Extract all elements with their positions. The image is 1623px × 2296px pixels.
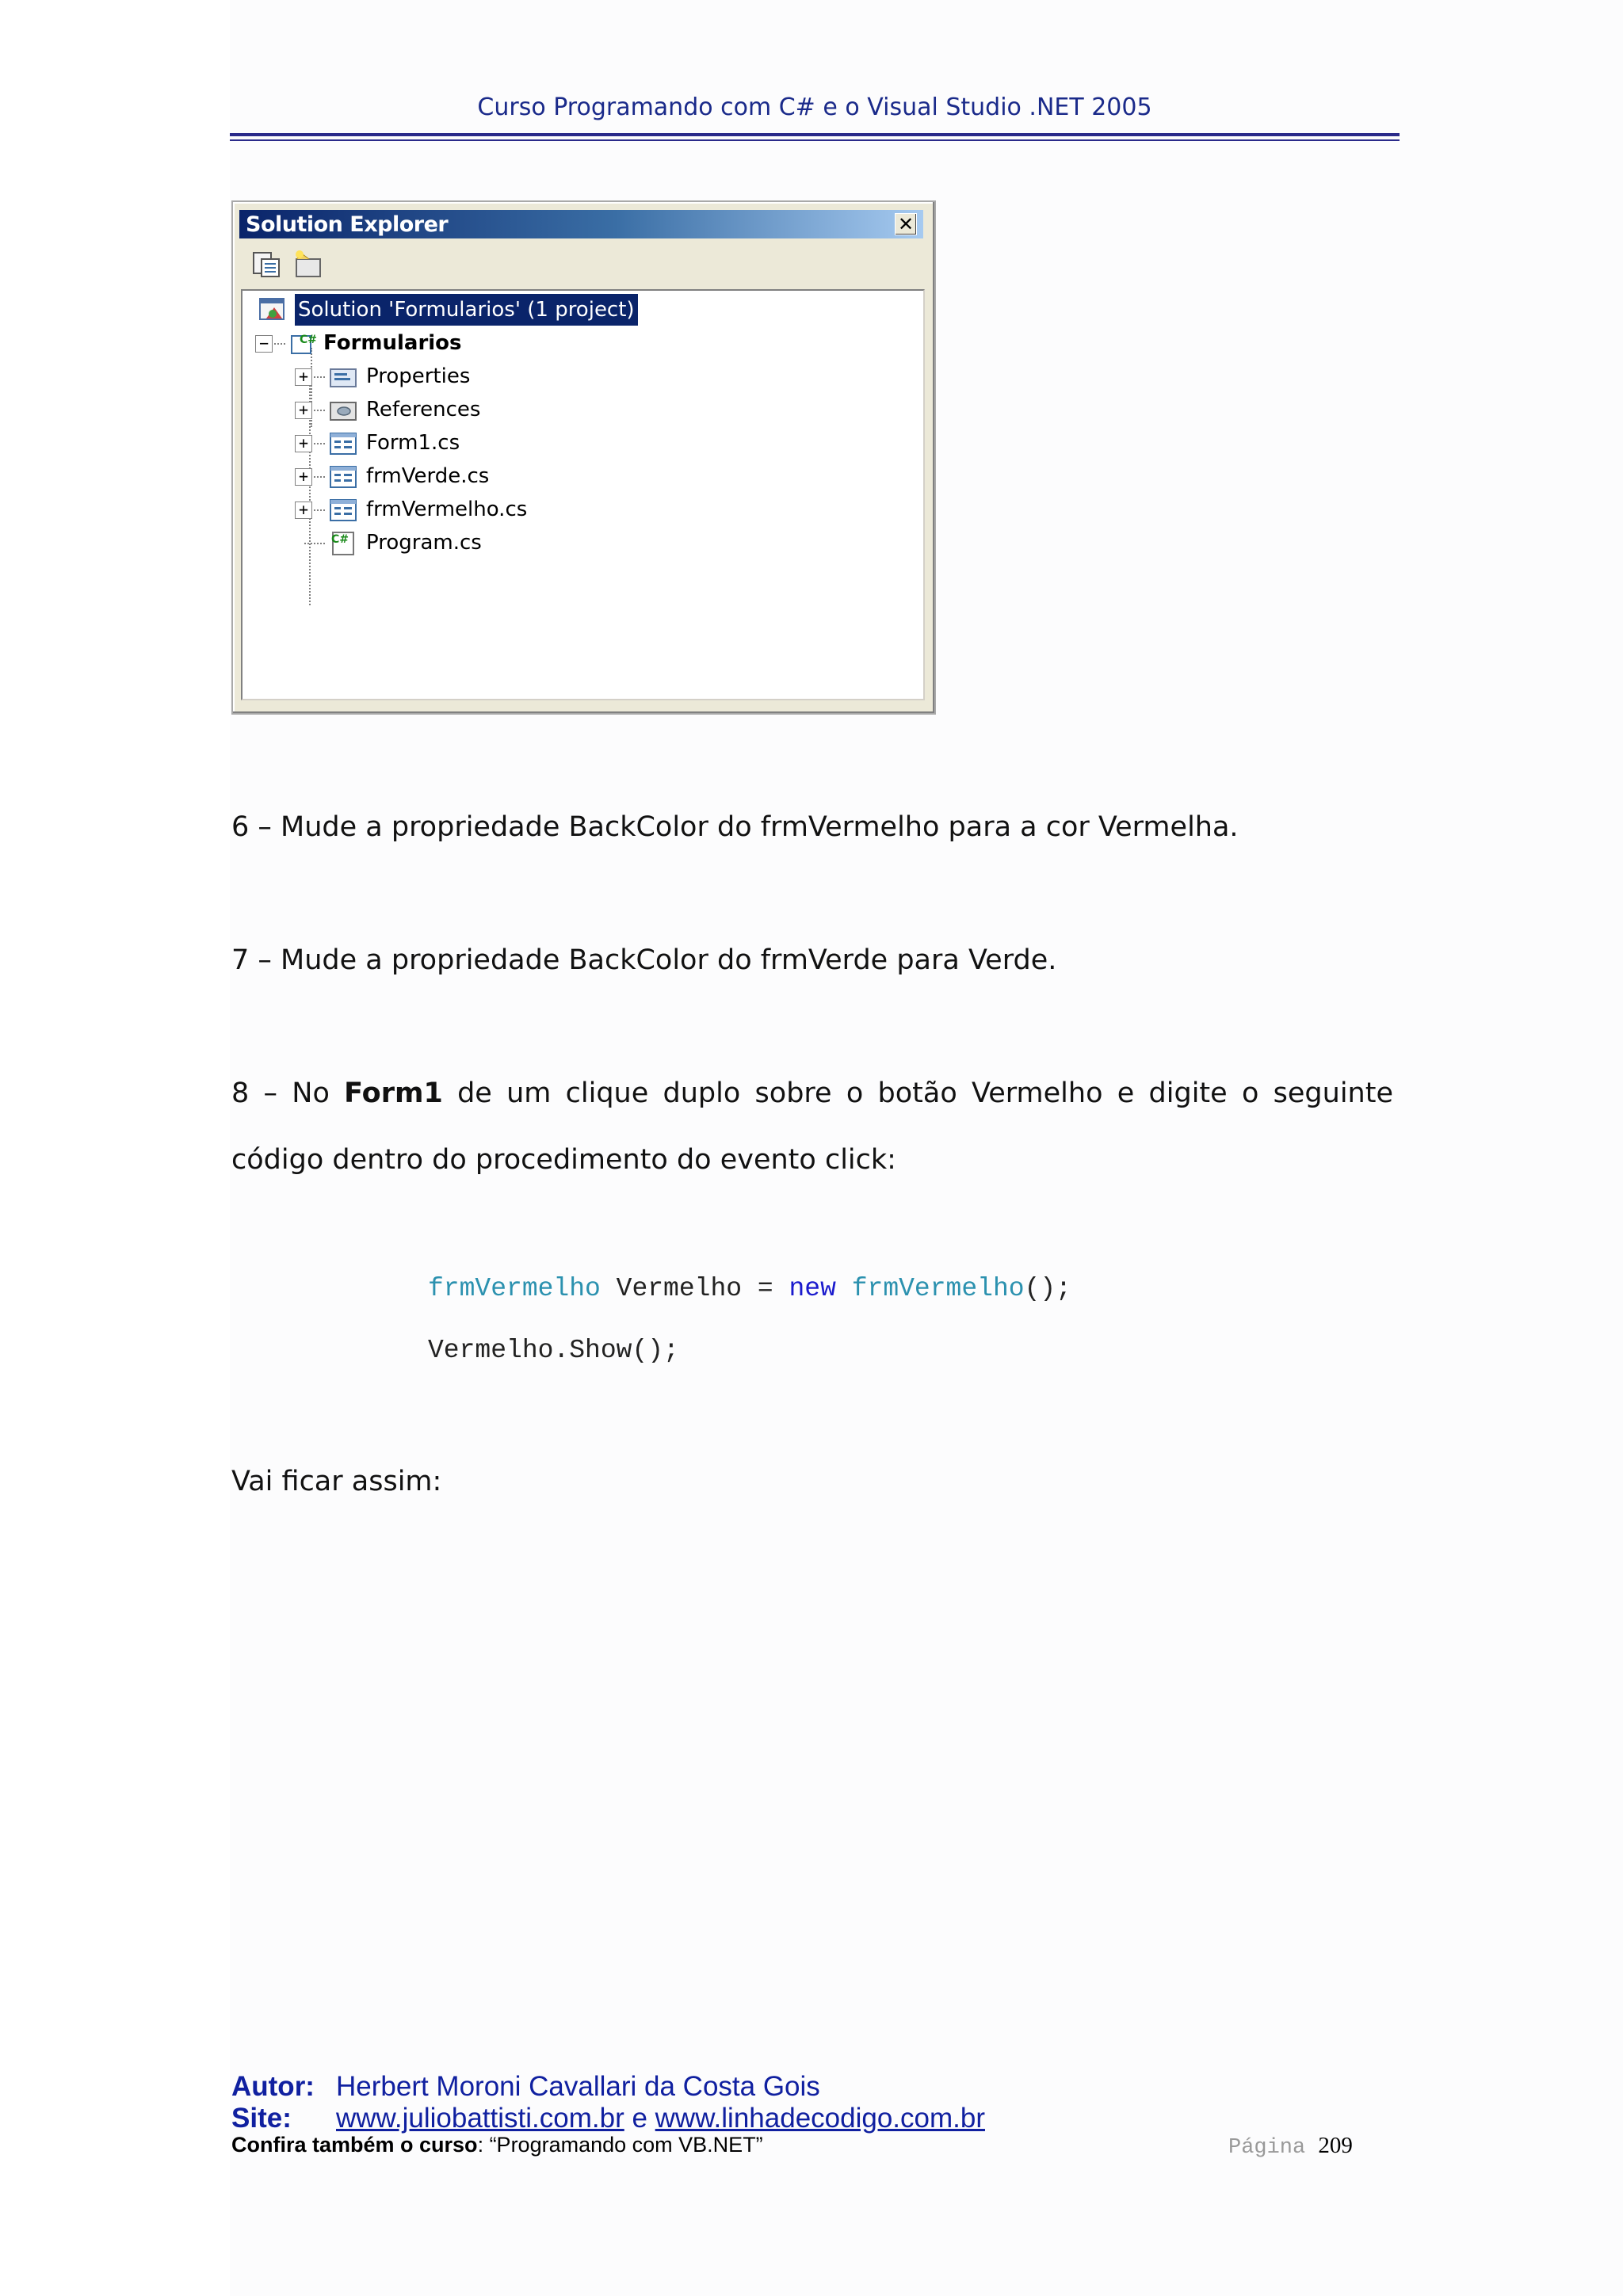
- references-folder-icon: [328, 396, 358, 423]
- tree-label: frmVerde.cs: [366, 464, 490, 488]
- header-rule-thin: [230, 139, 1400, 141]
- tree-item-project[interactable]: [255, 327, 572, 359]
- expand-icon[interactable]: +: [295, 502, 312, 519]
- code-text: [836, 1274, 852, 1303]
- page-number: [1228, 2133, 1353, 2160]
- tree-item-form1[interactable]: [295, 427, 612, 459]
- code-keyword: new: [789, 1274, 836, 1303]
- closing-text: Vai ficar assim:: [231, 1466, 442, 1497]
- tree-item-properties[interactable]: [295, 360, 612, 392]
- page-number-value: 209: [1318, 2133, 1353, 2158]
- step-8-bold: Form1: [344, 1077, 443, 1109]
- step-8-text: [231, 1060, 1393, 1193]
- footer-and: e: [624, 2103, 655, 2134]
- tree-label: Program.cs: [366, 531, 482, 555]
- step-8-suffix: de um clique duplo sobre o botão Vermelho e digite o seguinte código dentro do procedimento do evento click:: [231, 1077, 1393, 1176]
- site-link-linhadecodigo[interactable]: www.linhadecodigo.com.br: [655, 2103, 985, 2134]
- tree-connector: [274, 343, 285, 345]
- solution-explorer-title: Solution Explorer: [246, 212, 449, 237]
- solution-explorer-toolbar: [239, 242, 923, 286]
- code-text: ();: [1024, 1274, 1071, 1303]
- solution-icon: [258, 296, 288, 323]
- svg-text:C#: C#: [331, 533, 349, 546]
- code-type: frmVermelho: [851, 1274, 1025, 1303]
- code-line-2: Vermelho.Show();: [428, 1336, 679, 1365]
- tree-connector: [314, 476, 325, 478]
- close-icon[interactable]: ✕: [895, 213, 917, 235]
- tree-connector: [314, 376, 325, 378]
- csharp-project-icon: [288, 330, 319, 357]
- step-8-prefix: 8 – No: [231, 1077, 345, 1109]
- code-line-1: [428, 1274, 1071, 1303]
- form-file-icon: [328, 463, 358, 490]
- tree-label: Form1.cs: [366, 431, 460, 455]
- page-header-title: Curso Programando com C# e o Visual Studio .NET 2005: [477, 93, 1152, 121]
- tree-connector: [304, 543, 325, 544]
- code-type: frmVermelho: [428, 1274, 601, 1303]
- svg-text:C#: C#: [300, 334, 318, 346]
- footer-confira: [231, 2133, 763, 2157]
- header-rule: [230, 133, 1400, 136]
- code-text: Vermelho =: [600, 1274, 789, 1303]
- step-7-text: 7 – Mude a propriedade BackColor do frmVerde para Verde.: [231, 944, 1057, 976]
- solution-explorer-window: [231, 200, 936, 715]
- expand-icon[interactable]: +: [295, 402, 312, 419]
- page-label: Página: [1228, 2136, 1306, 2160]
- tree-label: frmVermelho.cs: [366, 498, 528, 521]
- expand-icon[interactable]: +: [295, 435, 312, 452]
- expand-icon[interactable]: +: [295, 368, 312, 386]
- properties-folder-icon: [328, 363, 358, 390]
- collapse-icon[interactable]: −: [255, 335, 273, 353]
- solution-tree: [241, 289, 925, 700]
- tree-item-references[interactable]: [295, 394, 612, 425]
- expand-icon[interactable]: +: [295, 468, 312, 486]
- footer-author-name: Herbert Moroni Cavallari da Costa Gois: [336, 2071, 820, 2102]
- tree-connector: [314, 509, 325, 511]
- tree-item-program[interactable]: [295, 527, 612, 559]
- show-all-files-icon[interactable]: [292, 248, 325, 280]
- step-6-text: 6 – Mude a propriedade BackColor do frmVermelho para a cor Vermelha.: [231, 811, 1239, 843]
- tree-connector: [314, 410, 325, 411]
- tree-item-solution[interactable]: [258, 294, 655, 326]
- tree-label: Properties: [366, 364, 471, 388]
- csharp-file-icon: [328, 529, 358, 556]
- form-file-icon: [328, 429, 358, 456]
- tree-item-frmvermelho[interactable]: [295, 494, 612, 525]
- properties-icon[interactable]: [250, 248, 284, 280]
- footer-author-label: Autor:: [231, 2071, 315, 2102]
- tree-connector: [314, 443, 325, 444]
- tree-label: Formularios: [323, 331, 462, 355]
- solution-explorer-titlebar: [239, 210, 923, 238]
- form-file-icon: [328, 496, 358, 523]
- footer-confira-text: : “Programando com VB.NET”: [477, 2133, 763, 2157]
- tree-label: References: [366, 398, 481, 421]
- footer-site-label: Site:: [231, 2103, 292, 2134]
- tree-item-frmverde[interactable]: [295, 460, 612, 492]
- tree-label: Solution 'Formularios' (1 project): [295, 294, 638, 326]
- footer-confira-label: Confira também o curso: [231, 2133, 478, 2157]
- footer-site-links: [336, 2103, 985, 2134]
- site-link-juliobattisti[interactable]: www.juliobattisti.com.br: [336, 2103, 624, 2134]
